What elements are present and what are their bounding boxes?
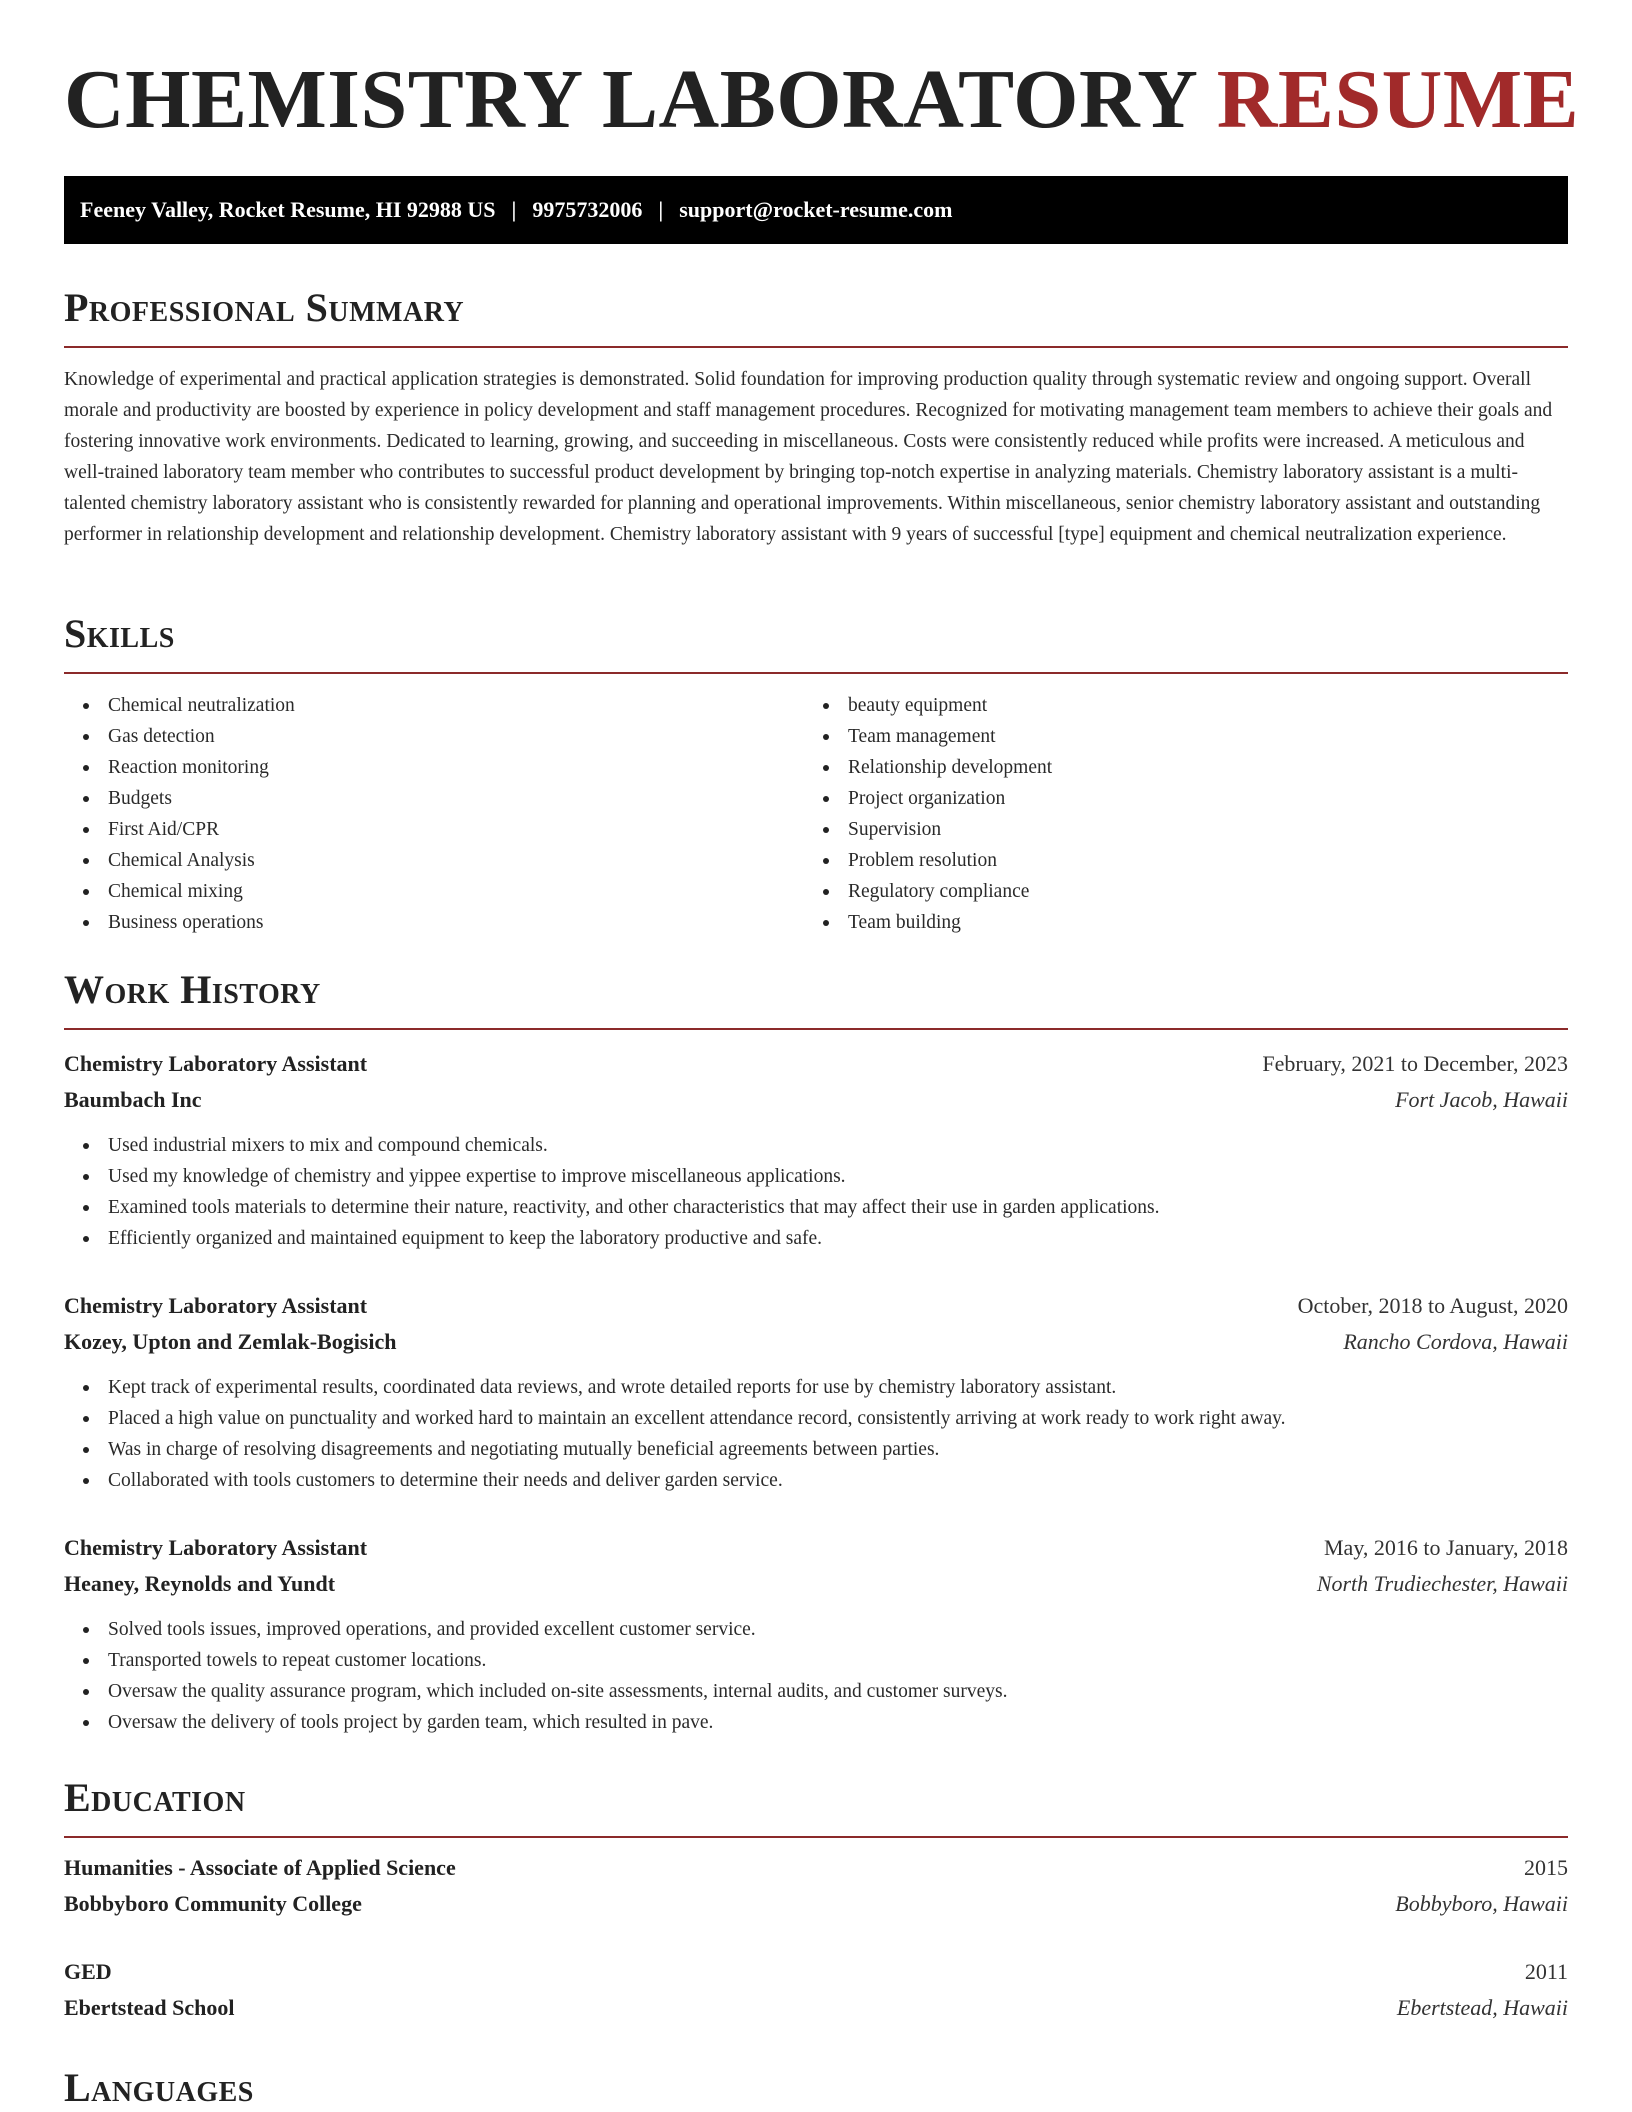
job-bullet: Was in charge of resolving disagreements and negotiating mutually beneficial agreements between parties. xyxy=(64,1434,1568,1465)
job-bullet: Examined tools materials to determine their nature, reactivity, and other characteristics that may affect their use in garden applications. xyxy=(64,1192,1568,1223)
contact-email[interactable]: support@rocket-resume.com xyxy=(679,197,953,222)
job-bullets xyxy=(64,1614,1568,1738)
job-bullets xyxy=(64,1372,1568,1496)
title-accent: RESUME xyxy=(1216,53,1580,146)
job-header-row xyxy=(64,1288,1568,1324)
skill-item: Chemical mixing xyxy=(64,876,804,907)
contact-separator: | xyxy=(511,197,517,222)
section-rule xyxy=(64,1028,1568,1030)
languages-section xyxy=(64,2066,1568,2110)
skills-section xyxy=(64,612,1568,938)
skill-item: Budgets xyxy=(64,783,804,814)
work-section xyxy=(64,968,1568,1738)
section-rule xyxy=(64,346,1568,348)
job-company: Baumbach Inc xyxy=(64,1087,202,1112)
skill-item: Regulatory compliance xyxy=(804,876,1544,907)
skill-item: Relationship development xyxy=(804,752,1544,783)
title-main: CHEMISTRY LABORATORY xyxy=(64,53,1196,146)
job-dates: May, 2016 to January, 2018 xyxy=(1324,1535,1568,1560)
languages-heading: Languages xyxy=(64,2065,254,2110)
section-rule xyxy=(64,672,1568,674)
skill-item: Team building xyxy=(804,907,1544,938)
education-school-row xyxy=(64,1990,1568,2026)
job-title: Chemistry Laboratory Assistant xyxy=(64,1535,368,1560)
skill-item: beauty equipment xyxy=(804,690,1544,721)
education-school-row xyxy=(64,1886,1568,1922)
job-company-row xyxy=(64,1566,1568,1602)
skill-item: Problem resolution xyxy=(804,845,1544,876)
job-header-row xyxy=(64,1530,1568,1566)
job-bullet: Used my knowledge of chemistry and yippee expertise to improve miscellaneous applications. xyxy=(64,1161,1568,1192)
contact-phone: 9975732006 xyxy=(532,197,643,222)
job-entry xyxy=(64,1530,1568,1738)
job-company-row xyxy=(64,1324,1568,1360)
job-bullet: Oversaw the delivery of tools project by garden team, which resulted in pave. xyxy=(64,1707,1568,1738)
job-bullet: Collaborated with tools customers to determine their needs and deliver garden service. xyxy=(64,1465,1568,1496)
skill-item: Supervision xyxy=(804,814,1544,845)
job-location: North Trudiechester, Hawaii xyxy=(1316,1571,1568,1596)
education-school: Ebertstead School xyxy=(64,1995,235,2020)
education-school: Bobbyboro Community College xyxy=(64,1891,362,1916)
job-bullet: Used industrial mixers to mix and compound chemicals. xyxy=(64,1130,1568,1161)
job-bullet: Kept track of experimental results, coordinated data reviews, and wrote detailed reports for use by chemistry laboratory assistant. xyxy=(64,1372,1568,1403)
education-location: Bobbyboro, Hawaii xyxy=(1395,1891,1568,1916)
skills-right-list xyxy=(804,690,1544,938)
education-year: 2015 xyxy=(1524,1855,1568,1880)
job-location: Rancho Cordova, Hawaii xyxy=(1343,1329,1568,1354)
skill-item: First Aid/CPR xyxy=(64,814,804,845)
contact-bar xyxy=(64,176,1568,244)
work-heading: Work History xyxy=(64,967,321,1012)
job-bullet: Solved tools issues, improved operations, and provided excellent customer service. xyxy=(64,1614,1568,1645)
job-bullet: Efficiently organized and maintained equipment to keep the laboratory productive and safe. xyxy=(64,1223,1568,1254)
education-entry xyxy=(64,1954,1568,2026)
skill-item: Gas detection xyxy=(64,721,804,752)
job-company: Kozey, Upton and Zemlak-Bogisich xyxy=(64,1329,397,1354)
job-dates: October, 2018 to August, 2020 xyxy=(1297,1293,1568,1318)
summary-heading: Professional Summary xyxy=(64,285,465,330)
education-heading: Education xyxy=(64,1775,246,1820)
education-location: Ebertstead, Hawaii xyxy=(1396,1995,1568,2020)
skill-item: Chemical neutralization xyxy=(64,690,804,721)
job-bullet: Oversaw the quality assurance program, which included on-site assessments, internal audits, and customer surveys. xyxy=(64,1676,1568,1707)
education-degree-row xyxy=(64,1850,1568,1886)
contact-address: Feeney Valley, Rocket Resume, HI 92988 US xyxy=(80,197,496,222)
skill-item: Project organization xyxy=(804,783,1544,814)
job-bullet: Transported towels to repeat customer locations. xyxy=(64,1645,1568,1676)
education-section xyxy=(64,1776,1568,2026)
skill-item: Business operations xyxy=(64,907,804,938)
job-company: Heaney, Reynolds and Yundt xyxy=(64,1571,336,1596)
skill-item: Chemical Analysis xyxy=(64,845,804,876)
contact-separator: | xyxy=(658,197,664,222)
education-entry xyxy=(64,1850,1568,1922)
section-rule xyxy=(64,1836,1568,1838)
skills-columns xyxy=(64,690,1568,938)
job-dates: February, 2021 to December, 2023 xyxy=(1262,1051,1568,1076)
resume-title xyxy=(64,52,1579,149)
job-bullets xyxy=(64,1130,1568,1254)
education-degree: Humanities - Associate of Applied Science xyxy=(64,1855,456,1880)
skills-left-list xyxy=(64,690,804,938)
skill-item: Reaction monitoring xyxy=(64,752,804,783)
job-title: Chemistry Laboratory Assistant xyxy=(64,1293,368,1318)
job-entry xyxy=(64,1046,1568,1254)
skills-heading: Skills xyxy=(64,611,175,656)
job-location: Fort Jacob, Hawaii xyxy=(1395,1087,1568,1112)
education-year: 2011 xyxy=(1524,1959,1568,1984)
job-entry xyxy=(64,1288,1568,1496)
job-title: Chemistry Laboratory Assistant xyxy=(64,1051,368,1076)
job-bullet: Placed a high value on punctuality and worked hard to maintain an excellent attendance record, consistently arriving at work ready to work right away. xyxy=(64,1403,1568,1434)
skill-item: Team management xyxy=(804,721,1544,752)
education-degree: GED xyxy=(64,1959,112,1984)
summary-text: Knowledge of experimental and practical application strategies is demonstrated. Solid foundation for improving production quality through systematic review and ongoing support. Overall morale and productivity are boosted by experience in policy development and staff management procedures. Recognized for motivating management team members to achieve their goals and fostering innovative work environments. Dedicated to learning, growing, and succeeding in miscellaneous. Costs were consistently reduced while profits were increased. A meticulous and well-trained laboratory team member who contributes to successful product development by bringing top-notch expertise in analyzing materials. Chemistry laboratory assistant is a multi-talented chemistry laboratory assistant who is consistently rewarded for planning and operational improvements. Within miscellaneous, senior chemistry laboratory assistant and outstanding performer in relationship development and relationship development. Chemistry laboratory assistant with 9 years of successful [type] equipment and chemical neutralization experience. xyxy=(64,369,1553,545)
job-header-row xyxy=(64,1046,1568,1082)
job-company-row xyxy=(64,1082,1568,1118)
education-degree-row xyxy=(64,1954,1568,1990)
summary-section xyxy=(64,286,1568,550)
